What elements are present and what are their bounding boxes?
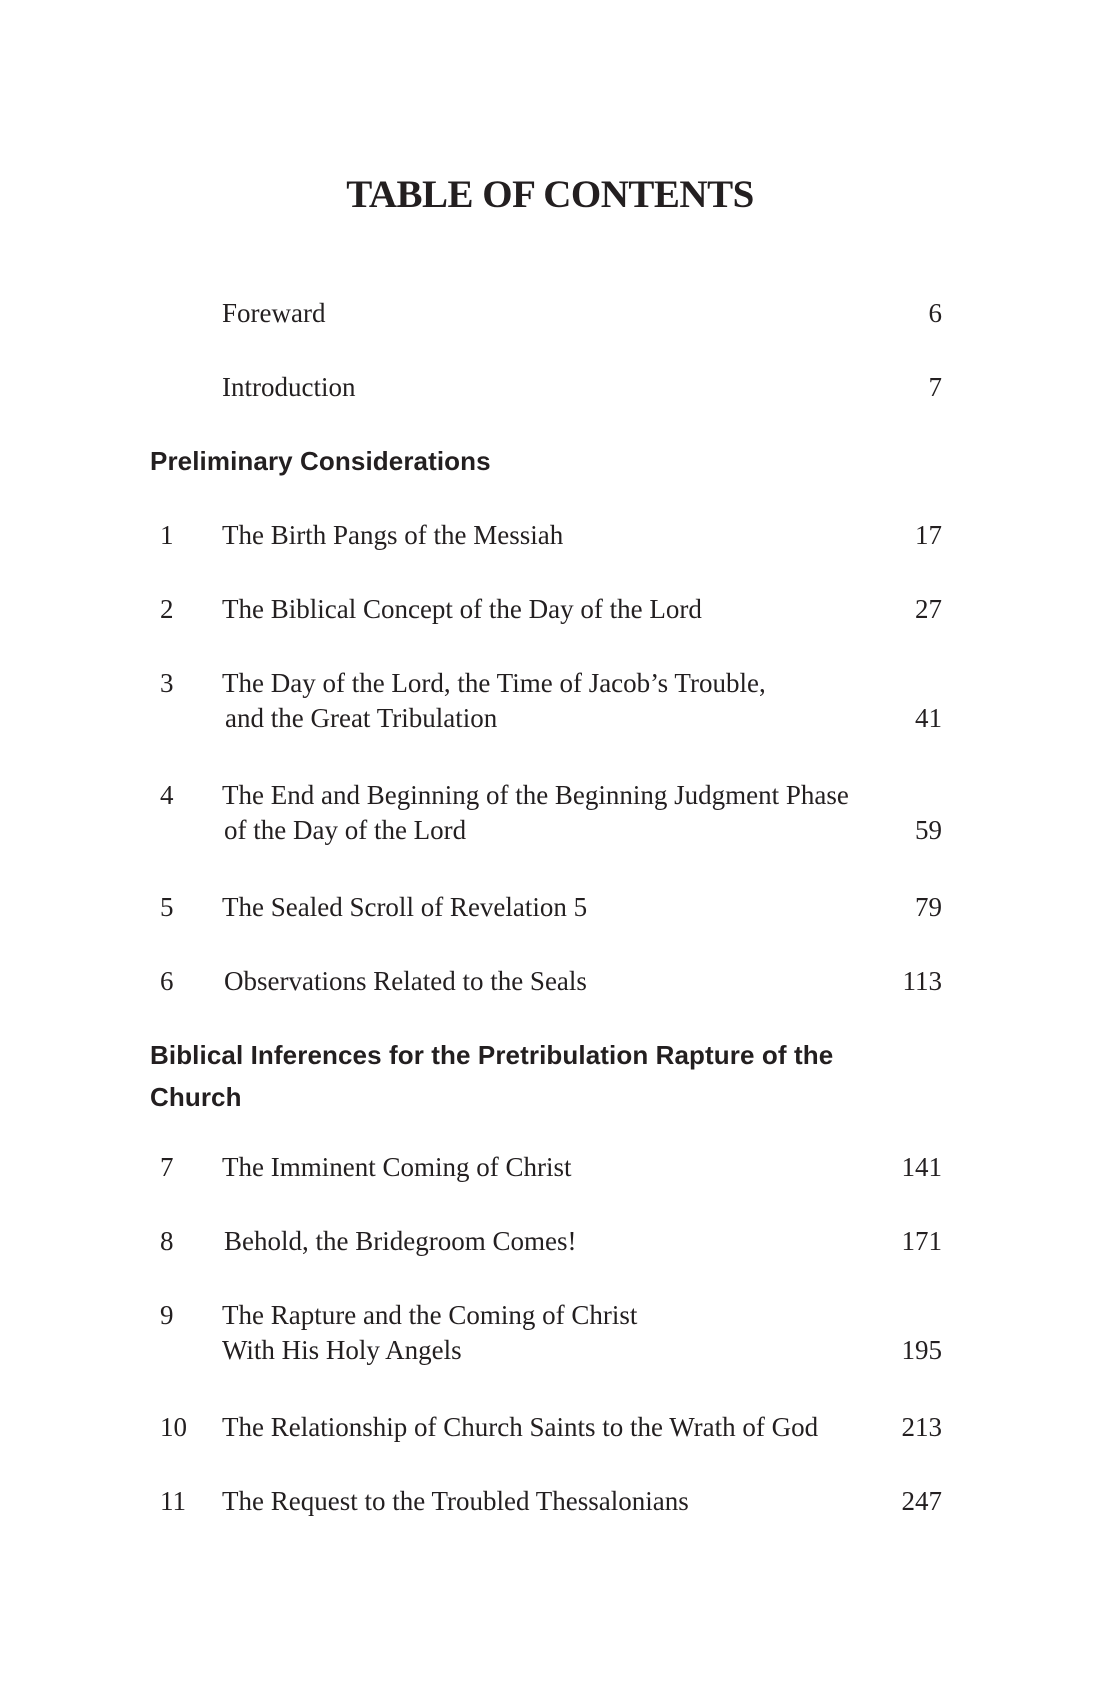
chapter-page: 27 — [915, 594, 942, 624]
chapter-title: The Birth Pangs of the Messiah — [222, 520, 564, 550]
chapter-page: 17 — [915, 520, 942, 550]
chapter-number: 7 — [160, 1152, 174, 1182]
chapter-page: 79 — [915, 892, 942, 922]
chapter-page: 171 — [901, 1226, 942, 1256]
chapter-page: 59 — [915, 815, 942, 845]
chapter-title-line-2: of the Day of the Lord — [224, 815, 467, 845]
chapter-number: 2 — [160, 594, 174, 624]
chapter-page: 141 — [901, 1152, 942, 1182]
chapter-number: 6 — [160, 966, 174, 996]
chapter-number: 5 — [160, 892, 174, 922]
chapter-number: 4 — [160, 780, 174, 810]
chapter-number: 1 — [160, 520, 174, 550]
entry-page: 6 — [928, 298, 942, 328]
entry-page: 7 — [928, 372, 942, 402]
chapter-title-line-2: With His Holy Angels — [222, 1335, 462, 1365]
toc-chapter-4[interactable] — [0, 778, 1100, 848]
chapter-title: The Sealed Scroll of Revelation 5 — [222, 892, 588, 922]
chapter-number: 3 — [160, 668, 174, 698]
section-heading: Preliminary Considerations — [150, 446, 491, 476]
section-heading — [150, 1034, 833, 1118]
chapter-title-line-1: The End and Beginning of the Beginning Judgment Phase — [222, 780, 849, 810]
section-heading-line-1: Biblical Inferences for the Pretribulation Rapture of the — [150, 1040, 834, 1070]
section-heading-line-2: Church — [150, 1082, 242, 1112]
page-title: TABLE OF CONTENTS — [346, 173, 754, 216]
toc-chapter-3[interactable] — [0, 666, 1100, 736]
toc-chapter-9[interactable] — [0, 1298, 1100, 1368]
chapter-page: 213 — [901, 1412, 942, 1442]
chapter-title: Behold, the Bridegroom Comes! — [224, 1226, 577, 1256]
entry-label: Introduction — [222, 372, 356, 402]
chapter-title: The Imminent Coming of Christ — [222, 1152, 572, 1182]
chapter-page: 247 — [901, 1486, 942, 1516]
chapter-title: Observations Related to the Seals — [224, 966, 587, 996]
chapter-number: 8 — [160, 1226, 174, 1256]
chapter-title: The Biblical Concept of the Day of the Lord — [222, 594, 702, 624]
chapter-page: 41 — [915, 703, 942, 733]
entry-label: Foreward — [222, 298, 326, 328]
chapter-title-line-1: The Day of the Lord, the Time of Jacob’s Trouble, — [222, 668, 766, 698]
chapter-page: 195 — [901, 1335, 942, 1365]
chapter-page: 113 — [902, 966, 942, 996]
chapter-title-line-2: and the Great Tribulation — [225, 703, 498, 733]
chapter-number: 10 — [160, 1412, 187, 1442]
chapter-title: The Request to the Troubled Thessalonians — [222, 1486, 689, 1516]
chapter-number: 11 — [160, 1486, 186, 1516]
chapter-title: The Relationship of Church Saints to the Wrath of God — [222, 1412, 819, 1442]
chapter-title-line-1: The Rapture and the Coming of Christ — [222, 1300, 638, 1330]
chapter-number: 9 — [160, 1300, 174, 1330]
